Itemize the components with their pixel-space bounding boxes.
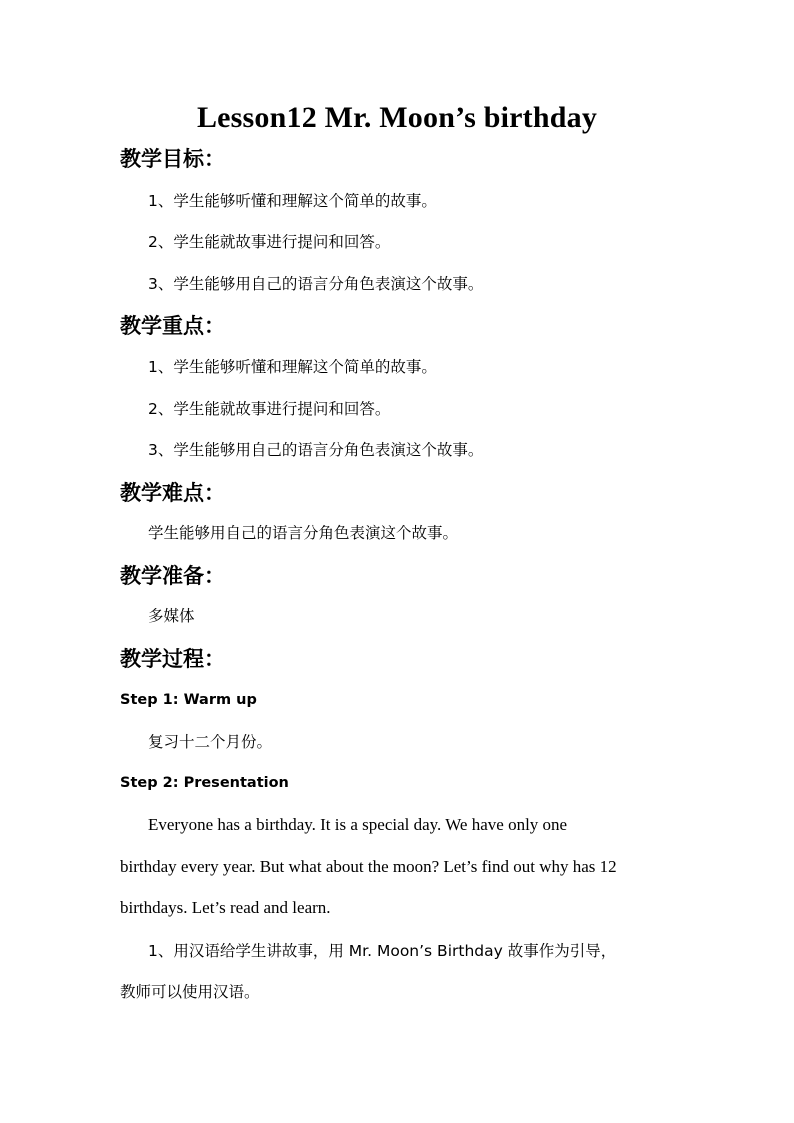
difficulties-text: 学生能够用自己的语言分角色表演这个故事。 [148,524,459,542]
preparation-text: 多媒体 [148,607,195,625]
key-point-item-2: 2、学生能就故事进行提问和回答。 [148,400,391,418]
presentation-item-1-line-1: 1、用汉语给学生讲故事，用 Mr. Moon’s Birthday 故事作为引导， [148,942,617,960]
key-point-item-3: 3、学生能够用自己的语言分角色表演这个故事。 [148,441,484,459]
key-point-item-1: 1、学生能够听懂和理解这个简单的故事。 [148,358,437,376]
key-points-heading: 教学重点： [120,314,225,338]
presentation-item-1-line-2: 教师可以使用汉语。 [120,983,260,1001]
objective-item-2: 2、学生能就故事进行提问和回答。 [148,233,391,251]
process-heading: 教学过程： [120,647,225,671]
presentation-paragraph-line-3: birthdays. Let’s read and learn. [120,898,331,917]
presentation-paragraph-line-1: Everyone has a birthday. It is a special day. We have only one [148,815,568,834]
lesson-title: Lesson12 Mr. Moon’s birthday [196,101,598,134]
objective-item-1: 1、学生能够听懂和理解这个简单的故事。 [148,192,437,210]
objectives-heading: 教学目标： [120,147,225,171]
difficulties-heading: 教学难点： [120,481,225,505]
step2-label: Step 2: Presentation [120,775,289,791]
objective-item-3: 3、学生能够用自己的语言分角色表演这个故事。 [148,275,484,293]
presentation-paragraph-line-2: birthday every year. But what about the moon? Let’s find out why has 12 [120,857,617,876]
step1-text: 复习十二个月份。 [148,733,273,751]
preparation-heading: 教学准备： [120,564,225,588]
step1-label: Step 1: Warm up [120,692,257,708]
